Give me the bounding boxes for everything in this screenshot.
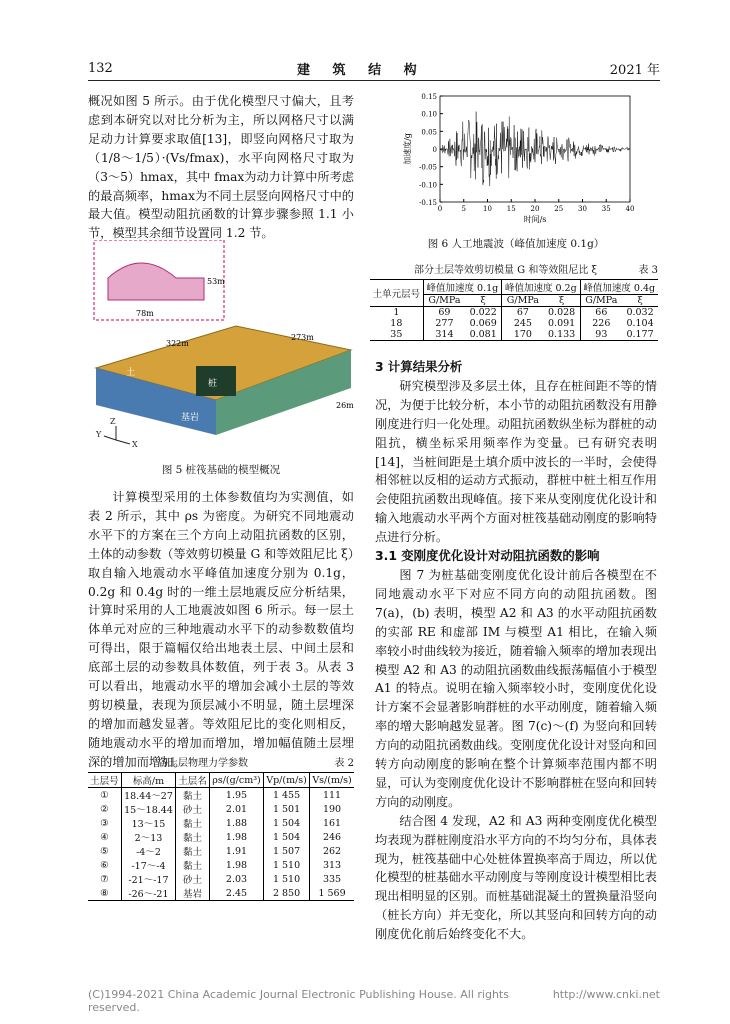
table-row [88, 788, 354, 803]
dim-322m: 322m [166, 339, 189, 348]
t3-subheader: ξ [637, 295, 643, 306]
y-tick-label: 0.15 [421, 93, 437, 101]
table-cell: 1 455 [264, 788, 310, 803]
table-cell: 2.03 [209, 872, 263, 886]
table-row [88, 886, 354, 901]
dim-26m: 26m [336, 401, 354, 410]
table-cell: 15～18.44 [121, 802, 175, 816]
table-cell: 1.88 [209, 816, 263, 830]
table-cell: 93 [595, 329, 608, 340]
y-axis-label: 加速度/g [403, 133, 412, 165]
table-cell: 67 [516, 307, 529, 318]
y-tick-label: 0 [432, 146, 437, 154]
t2-header: 土层名 [176, 773, 210, 788]
right-para-3: 研究模型涉及多层土体，且存在桩间距不等的情况，为便于比较分析，本小节的动阻抗函数没有用静刚度进行归一化处理。动阻抗函数纵坐标为群桩的动阻抗，横坐标采用频率作为变量。已有研究表明[14]，当桩间距是土填介质中波长的一半时，会使得相邻桩以反相的运动方式振动，群桩中桩土相互作用会使阻抗函数出现峰值。接下来从变刚度优化设计和输入地震动水平两个方面对桩筏基础动刚度的影响特点进行分析。 [375, 378, 657, 545]
x-tick-label: 40 [625, 205, 635, 213]
x-tick-label: 30 [578, 205, 587, 213]
table-cell: 1 510 [264, 858, 310, 872]
dim-78m: 78m [136, 309, 154, 318]
table-cell: 1.98 [209, 858, 263, 872]
table-row [370, 307, 658, 319]
table-3: 土单元层号 峰值加速度 0.1g 峰值加速度 0.2g 峰值加速度 0.4g G/MPa ξ G/MPa ξ G/MPa ξ 1 69 0.022 67 0.028 66 0.032 18 277 0.069 245 0.091 226 0.104 35 314 0.081 170 0.133 93 0.177 [370, 279, 658, 341]
table-cell: 2.01 [209, 802, 263, 816]
section-3-heading: 3 计算结果分析 [375, 359, 463, 374]
table-cell: 226 [592, 318, 611, 329]
table-cell: 1 569 [318, 887, 346, 899]
table-cell: 1.91 [209, 844, 263, 858]
x-tick-label: 15 [506, 205, 516, 213]
left-para-1: 概况如图 5 所示。由于优化模型尺寸偏大，且考虑到本研究以对比分析为主，所以网格尺寸以满足动力计算要求取值[13]，即竖向网格尺寸取为（1/8～1/5）·(Vs/fmax)，水平向网格尺寸取为（3～5）hmax，其中 fmax为动力计算中所考虑的最高频率，hmax为不同土层竖向网格尺寸中的最大值。模型动阻抗函数的计算步骤参照 1.1 小节，模型其余细节设置同 1.2 节。 [88, 94, 354, 241]
right-column [375, 358, 657, 944]
t2-header: Vs/(m/s) [312, 774, 352, 786]
label-pile: 桩 [208, 379, 218, 389]
table-cell: ⑧ [88, 886, 121, 901]
table-cell: 0.081 [465, 329, 501, 341]
table-cell: 0.104 [626, 318, 654, 329]
table-row [88, 872, 354, 886]
t3-subheader: ξ [465, 295, 501, 307]
table-cell: 基岩 [176, 886, 210, 901]
footer-copyright: (C)1994-2021 China Academic Journal Electronic Publishing House. All rights reserved. [88, 988, 509, 1014]
table-cell: 0.069 [465, 318, 501, 329]
page-header [88, 58, 660, 78]
table-cell: 2 850 [264, 886, 310, 901]
left-column-2 [88, 488, 354, 772]
table-cell: ③ [88, 816, 121, 830]
table-cell: 35 [370, 329, 423, 341]
table-cell: ⑤ [88, 844, 121, 858]
table-cell: 245 [513, 318, 532, 329]
table-cell: 黏土 [176, 816, 210, 830]
header-rule [88, 80, 660, 81]
y-tick-label: -0.10 [419, 181, 437, 190]
left-para-2: 计算模型采用的土体参数值均为实测值，如表 2 所示，其中 ρs 为密度。为研究不同地震动水平下的方案在三个方向上动阻抗函数的区别，土体的动参数（等效剪切模量 G 和等效阻尼比 ξ）取自输入地震动水平峰值加速度分别为 0.1g，0.2g 和 0.4g 时的一维土层地震反应分析结果，计算时采用的人工地震波如图 6 所示。每一层土体单元对应的三种地震动水平下的动参数数值均可得出，限于篇幅仅给出地表土层、中间土层和底部土层的动参数具体数值，列于表 3。从表 3 可以看出，地震动水平的增加会减小土层的等效剪切模量，表现为顶层减小不明显，随土层埋深的增加而越发显著。等效阻尼比的变化则相反，随地震动水平的增加而增加，增加幅值随土层埋深的增加而增加。 [88, 490, 354, 769]
table-2-block [88, 754, 354, 901]
table-cell: 0.032 [626, 307, 654, 318]
table-cell: 1 504 [264, 816, 310, 830]
y-tick-label: 0.10 [421, 110, 437, 119]
table-row [370, 329, 658, 341]
table2-title: 各土层物理力学参数 [158, 758, 248, 769]
table-row [370, 318, 658, 329]
t3-subheader: G/MPa [585, 295, 618, 306]
table-cell: 277 [435, 318, 454, 329]
table-row [88, 816, 354, 830]
table-cell: ④ [88, 830, 121, 844]
table-cell: 1 [370, 307, 423, 319]
label-soil: 土 [126, 368, 136, 378]
axes-icon [95, 417, 138, 449]
fig5-caption: 图 5 桩筏基础的模型概况 [161, 464, 281, 476]
section-3-1-heading: 3.1 变刚度优化设计对动阻抗函数的影响 [375, 548, 600, 564]
table-cell: ⑦ [88, 872, 121, 886]
table-cell: 0.091 [544, 318, 580, 329]
right-para-4: 图 7 为桩基础变刚度优化设计前后各模型在不同地震动水平下对应不同方向的动阻抗函数。图 7(a)，(b) 表明，模型 A2 和 A3 的水平动阻抗函数的实部 RE 和虚部 IM 与模型 A1 相比，在输入频率较小时曲线较为接近，随着输入频率的增加表现出模型 A2 和 A3 的动阻抗函数曲线振荡幅值小于模型 A1 的特点。说明在输入频率较小时，变刚度优化设计方案不会显著影响群桩的水平动刚度，随着输入频率的增大影响越发显著。图 7(c)～(f) 为竖向和回转方向的动阻抗函数曲线。变刚度优化设计对竖向和回转方向动刚度的影响在整个计算频率范围内都不明显，可认为变刚度优化设计不影响群桩在竖向和回转方向的动刚度。 [375, 567, 657, 809]
left-column [88, 92, 354, 243]
table3-title: 部分土层等效剪切模量 G 和等效阻尼比 ξ [414, 265, 598, 276]
x-tick-label: 10 [483, 205, 492, 213]
table-cell: 砂土 [176, 872, 210, 886]
t3-subheader: G/MPa [428, 295, 461, 306]
x-tick-label: 0 [437, 205, 443, 213]
x-tick-label: 20 [530, 205, 540, 213]
table-cell: 13～15 [121, 816, 175, 830]
table-cell: 砂土 [176, 802, 210, 816]
t2-header: ρs/(g/cm³) [209, 773, 263, 788]
table-cell: 0.133 [544, 329, 580, 341]
table-row [88, 844, 354, 858]
table-cell: 1.95 [209, 788, 263, 803]
table-cell: 246 [322, 831, 342, 843]
t3-subheader: G/MPa [506, 295, 539, 306]
table-cell: -17～-4 [121, 858, 175, 872]
right-para-5: 结合图 4 发现，A2 和 A3 两种变刚度优化模型均表现为群桩刚度沿水平方向的不均匀分布，具体表现为，桩筏基础中心处桩体置换率高于周边，所以优化模型的桩基础水平动刚度与等刚度设计模型相比表现出相明显的区别。而桩基础混凝土的置换量沿竖向（桩长方向）并无变化，所以其竖向和回转方向的动刚度优化前后始终变化不大。 [375, 813, 657, 942]
table-cell: 2～13 [121, 830, 175, 844]
table-cell: 170 [513, 329, 532, 340]
table-cell: -26～-21 [121, 886, 175, 901]
table-cell: 黏土 [176, 788, 210, 803]
table-cell: 1 504 [264, 830, 310, 844]
table-cell: 111 [322, 789, 342, 801]
table-row [88, 802, 354, 816]
t2-header: Vp/(m/s) [264, 773, 310, 788]
table-cell: 0.177 [626, 329, 654, 340]
table-2 [88, 772, 354, 901]
table-cell: -4～2 [121, 844, 175, 858]
table3-label: 表 3 [638, 265, 658, 276]
waveform-line [440, 112, 630, 186]
page-number: 132 [88, 60, 113, 76]
table-cell: 18.44～27 [121, 788, 175, 803]
table-cell: 2.45 [209, 886, 263, 901]
axis-z: Z [110, 417, 116, 426]
footer-url: http://www.cnki.net [552, 988, 660, 1001]
plan-view-shape [108, 263, 204, 300]
page-footer [88, 988, 660, 1014]
table-cell: ② [88, 802, 121, 816]
t3-h-layer: 土单元层号 [370, 280, 423, 307]
t2-header: 标高/m [121, 773, 175, 788]
table-cell: 161 [322, 817, 342, 829]
label-rock: 基岩 [181, 413, 200, 423]
table-row [88, 830, 354, 844]
table-cell: 18 [370, 318, 423, 329]
table-cell: 69 [438, 307, 451, 318]
dim-53m: 53m [207, 277, 225, 286]
table-cell: 1 501 [264, 802, 310, 816]
table-cell: 190 [322, 803, 342, 815]
y-tick-label: -0.05 [419, 163, 437, 172]
table-cell: 314 [435, 329, 454, 340]
dim-273m: 273m [291, 333, 314, 342]
table-cell: 黏土 [176, 858, 210, 872]
axis-y: Y [96, 430, 102, 439]
table-cell: 0.022 [465, 307, 501, 319]
x-axis-label: 时间/s [523, 215, 547, 224]
figure-6-chart [400, 90, 640, 230]
table-cell: 66 [595, 307, 608, 318]
table2-label: 表 2 [334, 758, 354, 769]
table-cell: ① [88, 788, 121, 803]
y-tick-label: 0.05 [421, 128, 437, 137]
table-cell: 1.98 [209, 830, 263, 844]
table-cell: 1 507 [264, 844, 310, 858]
x-tick-label: 25 [554, 205, 564, 213]
table-cell: 黏土 [176, 844, 210, 858]
table-row [88, 858, 354, 872]
t3-subheader: ξ [544, 295, 580, 307]
x-tick-label: 35 [601, 205, 611, 213]
t2-header: 土层号 [88, 773, 121, 788]
axis-x: X [132, 440, 138, 449]
table-cell: ⑥ [88, 858, 121, 872]
journal-name: 建 筑 结 构 [297, 62, 426, 78]
fig6-caption: 图 6 人工地震波（峰值加速度 0.1g） [427, 238, 605, 250]
table-cell: -21～-17 [121, 872, 175, 886]
table-cell: 262 [322, 845, 342, 857]
figure-5-model [86, 240, 358, 450]
table-cell: 1 510 [264, 872, 310, 886]
table-cell: 黏土 [176, 830, 210, 844]
table-cell: 335 [322, 873, 342, 885]
table-cell: 313 [322, 859, 342, 871]
y-tick-label: -0.15 [419, 199, 437, 207]
table-cell: 0.028 [544, 307, 580, 319]
journal-year: 2021 年 [609, 62, 660, 78]
table-3-block [370, 261, 658, 341]
x-tick-label: 5 [461, 205, 466, 213]
